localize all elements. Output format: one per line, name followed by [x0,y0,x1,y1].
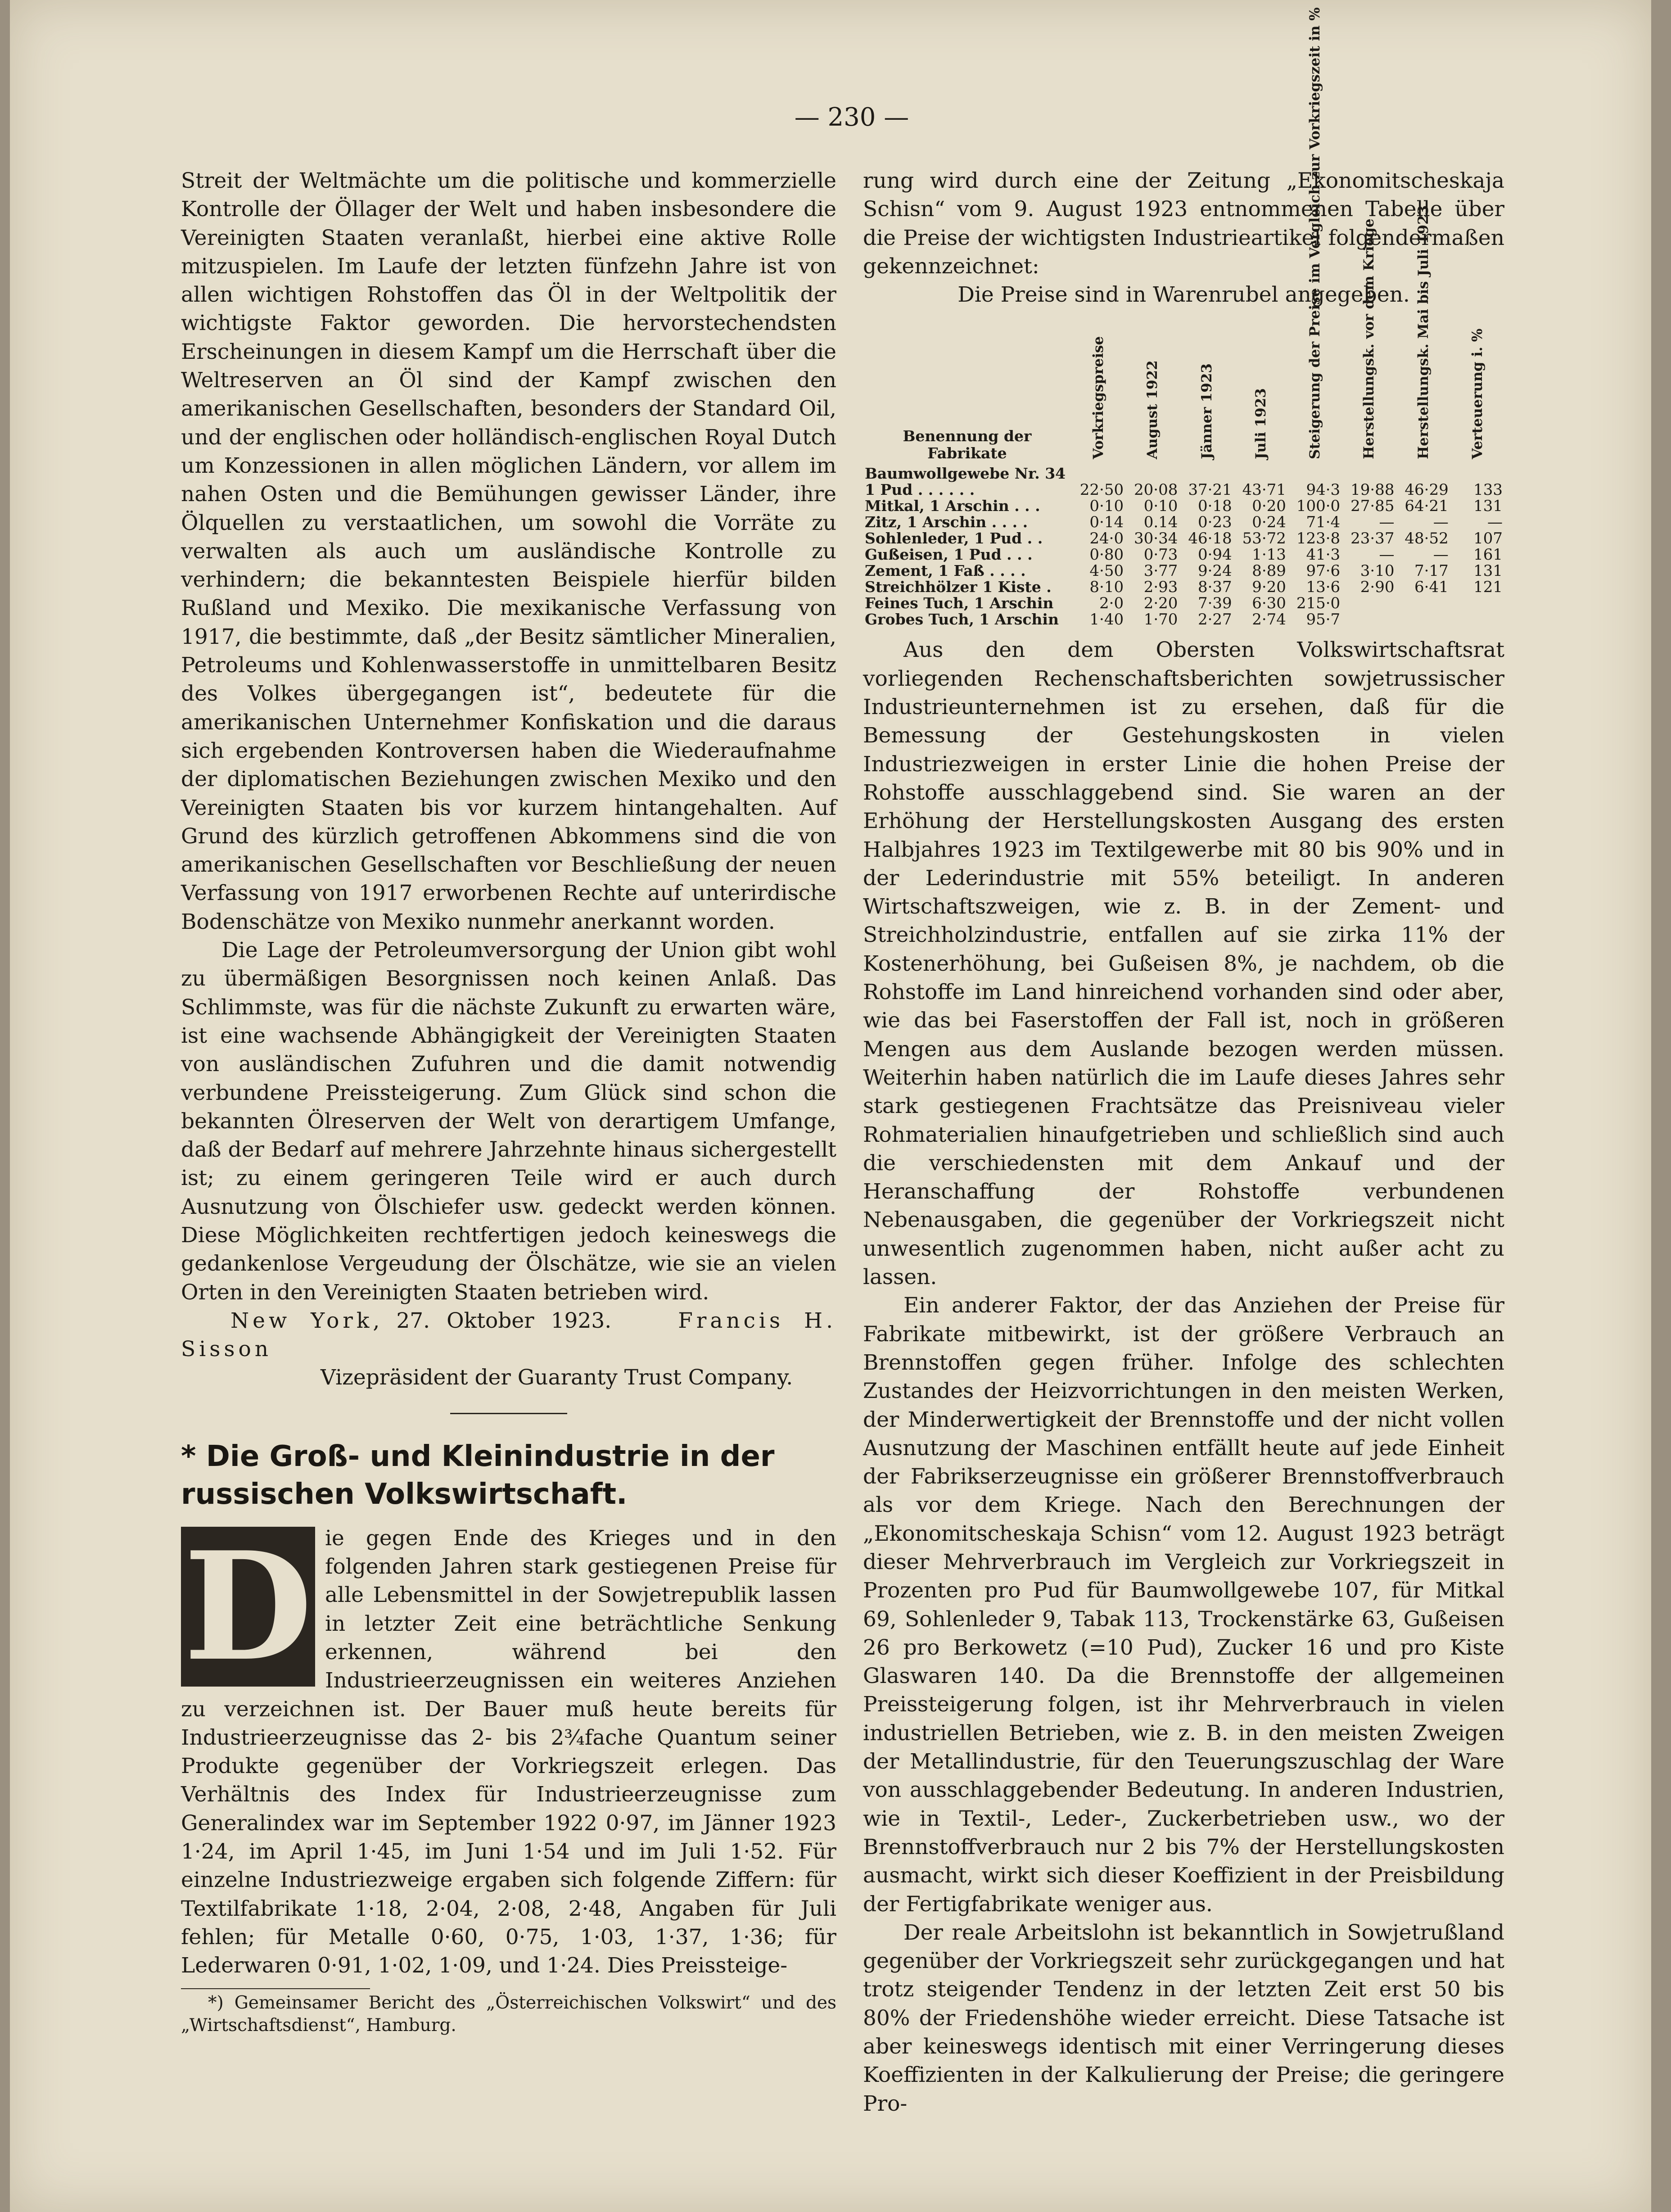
table-cell: 46·29 [1405,481,1449,499]
table-cell: 2·93 [1143,578,1178,597]
table-header-label: Herstellungsk. Mai bis Juli 1923 [1415,205,1432,460]
table-cell [1234,466,1288,482]
table-row [863,498,1504,514]
table-cell: 0·18 [1197,497,1232,516]
table-cell-name: Baumwollgewebe Nr. 34 [865,465,1066,483]
table-cell: 215·0 [1296,594,1341,613]
table-cell: 2·20 [1143,594,1178,613]
table-cell [1450,466,1504,482]
table-row [863,547,1504,563]
table-header-col [1342,218,1396,466]
table-cell: 0·94 [1197,546,1232,564]
price-table-body [863,466,1504,628]
table-cell: 19·88 [1350,481,1395,499]
table-cell [1396,466,1450,482]
table-cell: — [1379,546,1395,564]
table-cell: 71·4 [1306,513,1341,532]
table-cell: 0·10 [1089,497,1124,516]
table-cell: 2·74 [1252,611,1286,629]
table-cell [1342,595,1396,611]
table-cell: 46·18 [1188,529,1232,548]
table-cell: 4·50 [1089,562,1124,580]
table-cell: 3·10 [1360,562,1395,580]
table-cell: 1·13 [1252,546,1286,564]
table-cell: 41·3 [1306,546,1341,564]
table-cell-name: Sohlenleder, 1 Pud . . [865,529,1043,547]
table-cell: 0·23 [1197,513,1232,532]
table-cell: 20·08 [1134,481,1178,499]
table-header-label: Vorkriegspreise [1090,336,1106,460]
table-header-label: August 1922 [1144,360,1161,460]
left-column [181,167,836,2037]
table-header-col [1450,309,1504,466]
table-cell: 0·73 [1143,546,1178,564]
table-row [863,611,1504,628]
table-cell: 0·24 [1252,513,1286,532]
table-cell: 53·72 [1242,529,1286,548]
section-divider [450,1413,567,1414]
table-cell-name: Grobes Tuch, 1 Arschin [865,611,1059,629]
table-cell: 0·20 [1252,497,1286,516]
table-cell: 94·3 [1306,481,1341,499]
table-cell [1071,466,1125,482]
table-cell: 27·85 [1350,497,1395,516]
table-cell: 0.14 [1143,513,1178,532]
table-header-col [1396,205,1450,466]
table-caption: Die Preise sind in Warenrubel angegeben. [957,282,1410,308]
table-row [863,466,1504,482]
table-cell: 7·17 [1414,562,1449,580]
table-cell: 161 [1473,546,1503,564]
table-cell: — [1379,513,1395,532]
table-cell [1288,466,1342,482]
right-column [863,7,1504,2118]
table-cell: 9·20 [1252,578,1286,597]
page-number: — 230 — [794,103,909,132]
table-cell-name: Zement, 1 Faß . . . . [865,562,1026,580]
table-cell: 95·7 [1306,611,1341,629]
table-cell: 131 [1473,497,1503,516]
table-cell: 100·0 [1296,497,1341,516]
table-cell: 13·6 [1306,578,1341,597]
table-cell: — [1433,546,1449,564]
table-cell [1450,595,1504,611]
table-cell [1450,611,1504,628]
table-cell-name: Zitz, 1 Arschin . . . . [865,513,1028,531]
table-cell: 1·70 [1143,611,1178,629]
table-row [863,579,1504,595]
table-cell: 8·89 [1252,562,1286,580]
table-header-col [1234,309,1288,466]
table-cell: 0·10 [1143,497,1178,516]
table-cell: 1·40 [1089,611,1124,629]
table-cell: 24·0 [1089,529,1124,548]
table-cell: 0·14 [1089,513,1124,532]
table-cell: — [1487,513,1503,532]
table-cell-name: Mitkal, 1 Arschin . . . [865,497,1040,515]
table-cell-name: Streichhölzer 1 Kiste . [865,578,1052,596]
left-paragraph-1: Streit der Weltmächte um die politische und kommerzielle Kontrolle der Öllager der Welt und haben insbesondere die Vereinigten Staaten veranlaßt, hierbei eine aktive Rolle mitzuspielen. Im Laufe der letzten fünfzehn Jahre ist von allen wichtigen Rohstoffen das Öl in der Weltpolitik der wichtigste Faktor geworden. Die hervorstechendsten Erscheinungen in diesem Kampf um die Herrschaft über die Weltreserven an Öl sind der Kampf zwischen den amerikanischen Gesellschaften, besonders der Standard Oil, und der englischen oder holländisch-englischen Royal Dutch um Konzessionen in allen möglichen Ländern, vor allem im nahen Osten und die Bemühungen gewisser Länder, ihre Ölquellen zu verstaatlichen, um sowohl die Vorräte zu verwalten als auch um ausländische Kontrolle zu verhindern; die bekanntesten Beispiele hierfür bilden Rußland und Mexiko. Die mexikanische Verfassung von 1917, die bestimmte, daß „der Besitz sämtlicher Mineralien, Petroleums und Kohlenwasserstoffe in unmittelbaren Besitz des Volkes übergegangen ist“, bedeutete für die amerikanischen Unternehmer Konfiskation und die daraus sich ergebenden Kontroversen haben die Wiederaufnahme der diplomatischen Beziehungen zwischen Mexiko und den Vereinigten Staaten bis vor kurzem hintangehalten. Auf Grund des kürzlich getroffenen Abkommens sind die von amerikanischen Gesellschaften vor Beschließung der neuen Verfassung von 1917 erworbenen Rechte auf unterirdische Bodenschätze von Mexiko nunmehr anerkannt worden. [181,168,836,934]
table-cell: 2·27 [1197,611,1232,629]
table-cell-name: 1 Pud . . . . . . [865,481,975,499]
table-cell: 2·90 [1360,578,1395,597]
table-header-label: Steigerung der Preise im Vergleich zur Vorkriegszeit in % [1307,7,1323,460]
table-cell: 30·34 [1134,529,1178,548]
table-header-col [1179,309,1233,466]
right-intro: rung wird durch eine der Zeitung „Ekonomitscheskaja Schisn“ vom 9. August 1923 entnommenen Tabelle über die Preise der wichtigsten Industrieartikel folgendermaßen gekennzeichnet: [863,168,1504,279]
signature-name: Francis H. Sisson [181,1308,837,1362]
table-cell: 37·21 [1188,481,1232,499]
table-row [863,482,1504,498]
table-cell: 6·30 [1252,594,1286,613]
table-cell: 8·10 [1089,578,1124,597]
table-cell [1396,611,1450,628]
table-cell: 0·80 [1089,546,1124,564]
table-cell: 2·0 [1099,594,1124,613]
right-paragraph-3: Der reale Arbeitslohn ist bekanntlich in Sowjetrußland gegenüber der Vorkriegszeit sehr zurückgegangen und hat trotz steigender Tendenz in der letzten Zeit erst 50 bis 80% der Friedenshöhe wieder erreicht. Diese Tatsache ist aber keineswegs identisch mit einer Verringerung dieses Koeffizienten in der Kalkulierung der Preise; die geringere Pro- [863,1920,1504,2116]
signature-place: New York [230,1308,373,1333]
table-row [863,563,1504,579]
table-header-col [1125,309,1179,466]
left-paragraph-2: Die Lage der Petroleumversorgung der Union gibt wohl zu übermäßigen Besorgnissen noch keinen Anlaß. Das Schlimmste, was für die nächste Zukunft zu erwarten wäre, ist eine wachsende Abhängigkeit der Vereinigten Staaten von ausländischen Zufuhren und die damit notwendig verbundene Preissteigerung. Zum Glück sind schon die bekannten Ölreserven der Welt von derartigem Umfange, daß der Bedarf auf mehrere Jahrzehnte hinaus sichergestellt ist; zu einem geringeren Teile wird er auch durch Ausnutzung von Ölschiefer usw. gedeckt werden können. Diese Möglichkeiten rechtfertigen jedoch keineswegs die gedankenlose Vergeudung der Ölschätze, wie sie an vielen Orten in den Vereinigten Staaten betrieben wird. [181,938,836,1305]
section-title: * Die Groß- und Kleinindustrie in der russischen Volkswirtschaft. [181,1439,775,1511]
table-cell-name: Gußeisen, 1 Pud . . . [865,546,1033,564]
table-cell: 7·39 [1197,594,1232,613]
table-cell: 8·37 [1197,578,1232,597]
table-header-label: Verteuerung i. % [1469,329,1486,460]
footnote: *) Gemeinsamer Bericht des „Österreichischen Volkswirt“ und des „Wirtschaftsdienst“, Hamburg. [181,1992,836,2036]
table-cell [1342,611,1396,628]
table-cell: 6·41 [1414,578,1449,597]
table-cell: 23·37 [1350,529,1395,548]
table-row [863,530,1504,547]
table-cell: 107 [1473,529,1503,548]
table-cell: 9·24 [1197,562,1232,580]
table-header-col [1288,7,1342,466]
price-table-header [863,309,1504,466]
table-row [863,514,1504,530]
section-body: ie gegen Ende des Krieges und in den folgenden Jahren stark gestiegenen Preise für alle Lebensmittel in der Sowjetrepublik lassen in letzter Zeit eine beträchtliche Senkung erkennen, während bei den Industrieerzeugnissen ein weiteres Anziehen zu verzeichnen ist. Der Bauer muß heute bereits für Industrieerzeugnisse das 2- bis 2¾fache Quantum seiner Produkte gegenüber der Vorkriegszeit erlegen. Das Verhältnis des Index für Industrieerzeugnisse zum Generalindex war im September 1922 0·97, im Jänner 1923 1·24, im April 1·45, im Juni 1·54 und im Juli 1·52. Für einzelne Industriezweige ergaben sich folgende Ziffern: für Textilfabrikate 1·18, 2·04, 2·08, 2·48, Angaben für Juli fehlen; für Metalle 0·60, 0·75, 1·03, 1·37, 1·36; für Lederwaren 0·91, 1·02, 1·09, und 1·24. Dies Preissteige- [181,1525,836,1978]
table-cell: 22·50 [1079,481,1124,499]
table-cell: 131 [1473,562,1503,580]
section-body-block [181,1519,836,1980]
table-cell: 121 [1473,578,1503,597]
table-cell: 64·21 [1405,497,1449,516]
table-cell: 3·77 [1143,562,1178,580]
table-row [863,595,1504,611]
table-cell [1342,466,1396,482]
dropcap-initial [181,1519,315,1694]
table-header-label: Juli 1923 [1252,388,1269,460]
table-cell: 123·8 [1296,529,1341,548]
table-header-label: Jänner 1923 [1198,363,1215,460]
table-header-label: Herstellungsk. vor dem Kriege [1361,218,1377,460]
table-cell: 133 [1473,481,1503,499]
table-header-name: Benennung der Fabrikate [903,427,1032,462]
table-cell [1396,595,1450,611]
page-sheet [10,0,1651,2212]
table-header-col [1071,309,1125,466]
signature-line [181,1307,836,1364]
table-cell [1179,466,1233,482]
signature-date: , 27. Oktober 1923. [373,1308,612,1333]
right-paragraph-2: Ein anderer Faktor, der das Anziehen der Preise für Fabrikate mitbewirkt, ist der größere Verbrauch an Brennstoffen gegen früher. Infolge des schlechten Zustandes der Heizvorrichtungen in den meisten Werken, der Minderwertigkeit der Brennstoffe und der nicht vollen Ausnutzung der Maschinen entfällt heute auf jede Einheit der Fabrikserzeugnisse ein größerer Brennstoffverbrauch als vor dem Kriege. Nach den Berechnungen der „Ekonomitscheskaja Schisn“ vom 12. August 1923 beträgt dieser Mehrverbrauch im Vergleich zur Vorkriegszeit in Prozenten pro Pud für Baumwollgewebe 107, für Mitkal 69, Sohlenleder 9, Tabak 113, Trockenstärke 63, Gußeisen 26 pro Berkowetz (=10 Pud), Zucker 16 und pro Kiste Glaswaren 140. Da die Brennstoffe der allgemeinen Preissteigerung folgen, ist ihr Mehrverbrauch in vielen industriellen Betrieben, wie z. B. in den meisten Zweigen der Metallindustrie, für den Teuerungszuschlag der Ware von ausschlaggebender Bedeutung. In anderen Industrien, wie in Textil-, Leder-, Zuckerbetrieben usw., wo der Brennstoffverbrauch nur 2 bis 7% der Herstellungskosten ausmacht, wirkt sich dieser Koeffizient in der Preisbildung der Fertigfabrikate weniger aus. [863,1293,1504,1917]
footnote-rule [181,1988,370,1989]
signature-title: Vizepräsident der Guaranty Trust Company. [321,1365,793,1390]
table-cell: 43·71 [1242,481,1286,499]
table-cell: — [1433,513,1449,532]
table-cell: 97·6 [1306,562,1341,580]
table-cell [1125,466,1179,482]
dropcap-letter: D [183,1519,313,1694]
table-cell: 48·52 [1405,529,1449,548]
right-paragraph-1: Aus den dem Obersten Volkswirtschaftsrat vorliegenden Rechenschaftsberichten sowjetrussischer Industrieunternehmen ist zu ersehen, daß für die Bemessung der Gestehungskosten in vielen Industriezweigen in erster Linie die hohen Preise der Rohstoffe ausschlaggebend sind. Sie waren an der Erhöhung der Herstellungskosten Ausgang des ersten Halbjahres 1923 im Textilgewerbe mit 80 bis 90% und in der Lederindustrie mit 55% beteiligt. In anderen Wirtschaftszweigen, wie z. B. in der Zement- und Streichholzindustrie, entfallen auf sie zirka 11% der Kostenerhöhung, bei Gußeisen 8%, je nachdem, ob die Rohstoffe im Land hinreichend vorhanden sind oder aber, wie das bei Faserstoffen der Fall ist, noch in größeren Mengen aus dem Auslande bezogen werden müssen. Weiterhin haben natürlich die im Laufe dieses Jahres sehr stark gestiegenen Frachtsätze das Preisniveau vieler Rohmaterialien hinaufgetrieben und schließlich sind auch die verschiedensten mit dem Ankauf und der Heranschaffung der Rohstoffe verbundenen Nebenausgaben, die gegenüber der Vorkriegszeit nicht unwesentlich zugenommen haben, nicht außer acht zu lassen. [863,638,1504,1290]
table-cell-name: Feines Tuch, 1 Arschin [865,594,1054,612]
